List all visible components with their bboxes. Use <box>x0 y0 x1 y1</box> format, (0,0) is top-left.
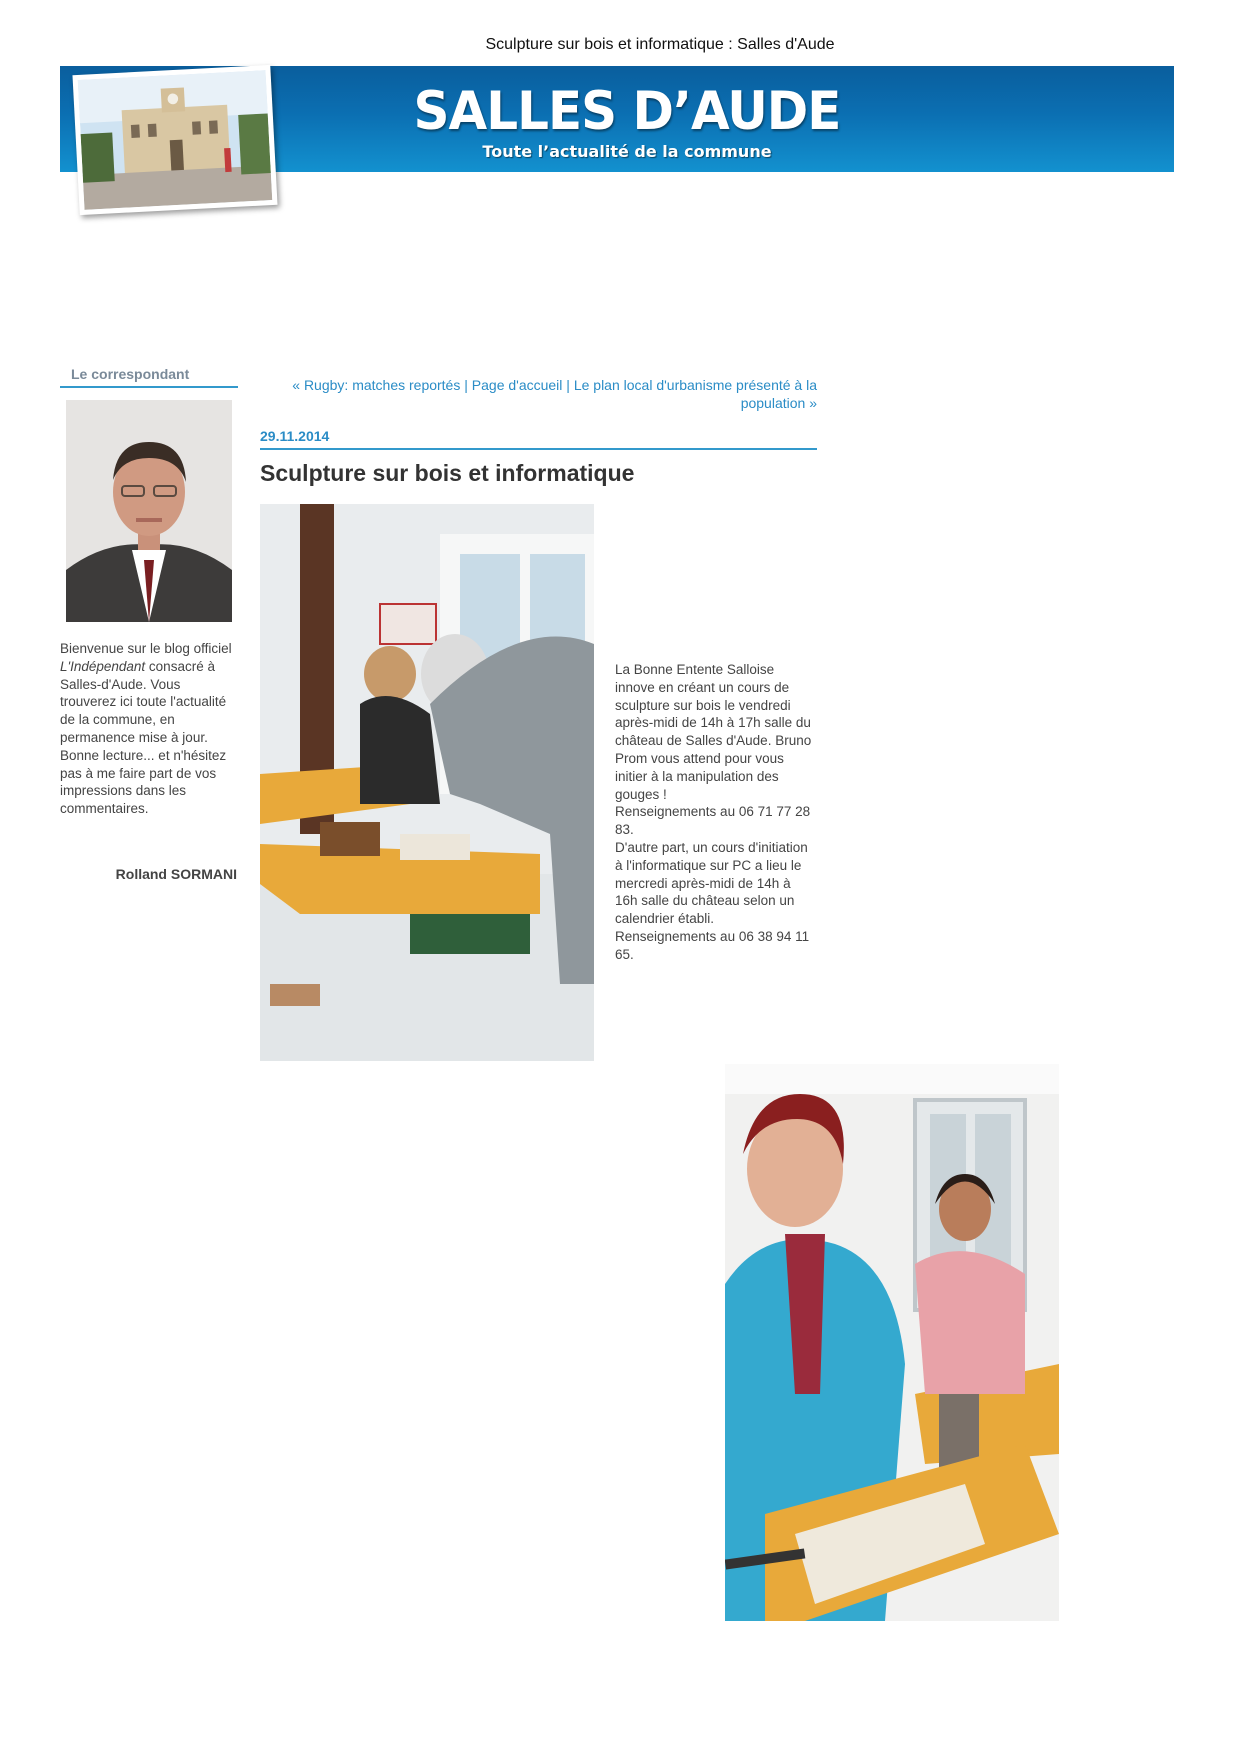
banner-subtitle: Toute l’actualité de la commune <box>482 142 772 161</box>
correspondent-portrait-icon <box>66 400 232 622</box>
sidebar-bio <box>60 640 236 818</box>
document-title: Sculpture sur bois et informatique : Salles d'Aude <box>485 36 835 53</box>
post-paragraph: Renseignements au 06 38 94 11 65. <box>615 928 810 962</box>
post-navigation <box>260 376 817 412</box>
newspaper-name: L'Indépendant <box>60 658 146 674</box>
wood-carving-class-photo-icon[interactable] <box>260 504 594 1061</box>
post-body <box>615 661 815 964</box>
correspondent-signature: Rolland SORMANI <box>115 866 237 882</box>
sidebar-heading: Le correspondant <box>60 366 238 388</box>
next-post-link[interactable]: Le plan local d'urbanisme présenté à la population » <box>573 377 817 411</box>
home-link[interactable]: Page d'accueil <box>471 377 563 393</box>
post-date: 29.11.2014 <box>260 428 817 450</box>
site-banner[interactable] <box>60 66 1174 172</box>
bio-text-end: consacré à Salles-d'Aude. Vous trouverez ici toute l'actualité de la commune, en permanence mise à jour. Bonne lecture... et n'hésitez pas à me faire part de vos impressions dans les commentaires. <box>60 658 227 817</box>
nav-separator: | <box>562 377 574 393</box>
post-paragraph: Renseignements au 06 71 77 28 83. <box>615 804 811 838</box>
wood-carving-women-photo-icon[interactable] <box>725 1064 1059 1621</box>
post-paragraph: D'autre part, un cours d'initiation à l'informatique sur PC a lieu le mercredi après-midi de 14h à 16h salle du château selon un calendrier établi. <box>615 839 808 927</box>
post-paragraph: La Bonne Entente Salloise innove en créant un cours de sculpture sur bois le vendredi après-midi de 14h à 17h salle du château de Salles d'Aude. Bruno Prom vous attend pour vous initier à la manipulation des gouges ! <box>615 662 812 802</box>
previous-post-link[interactable]: « Rugby: matches reportés <box>292 377 461 393</box>
nav-separator: | <box>460 377 472 393</box>
bio-text-start: Bienvenue sur le blog officiel <box>60 641 232 656</box>
banner-title: SALLES D’AUDE <box>413 80 841 142</box>
post-title[interactable]: Sculpture sur bois et informatique <box>260 460 635 486</box>
